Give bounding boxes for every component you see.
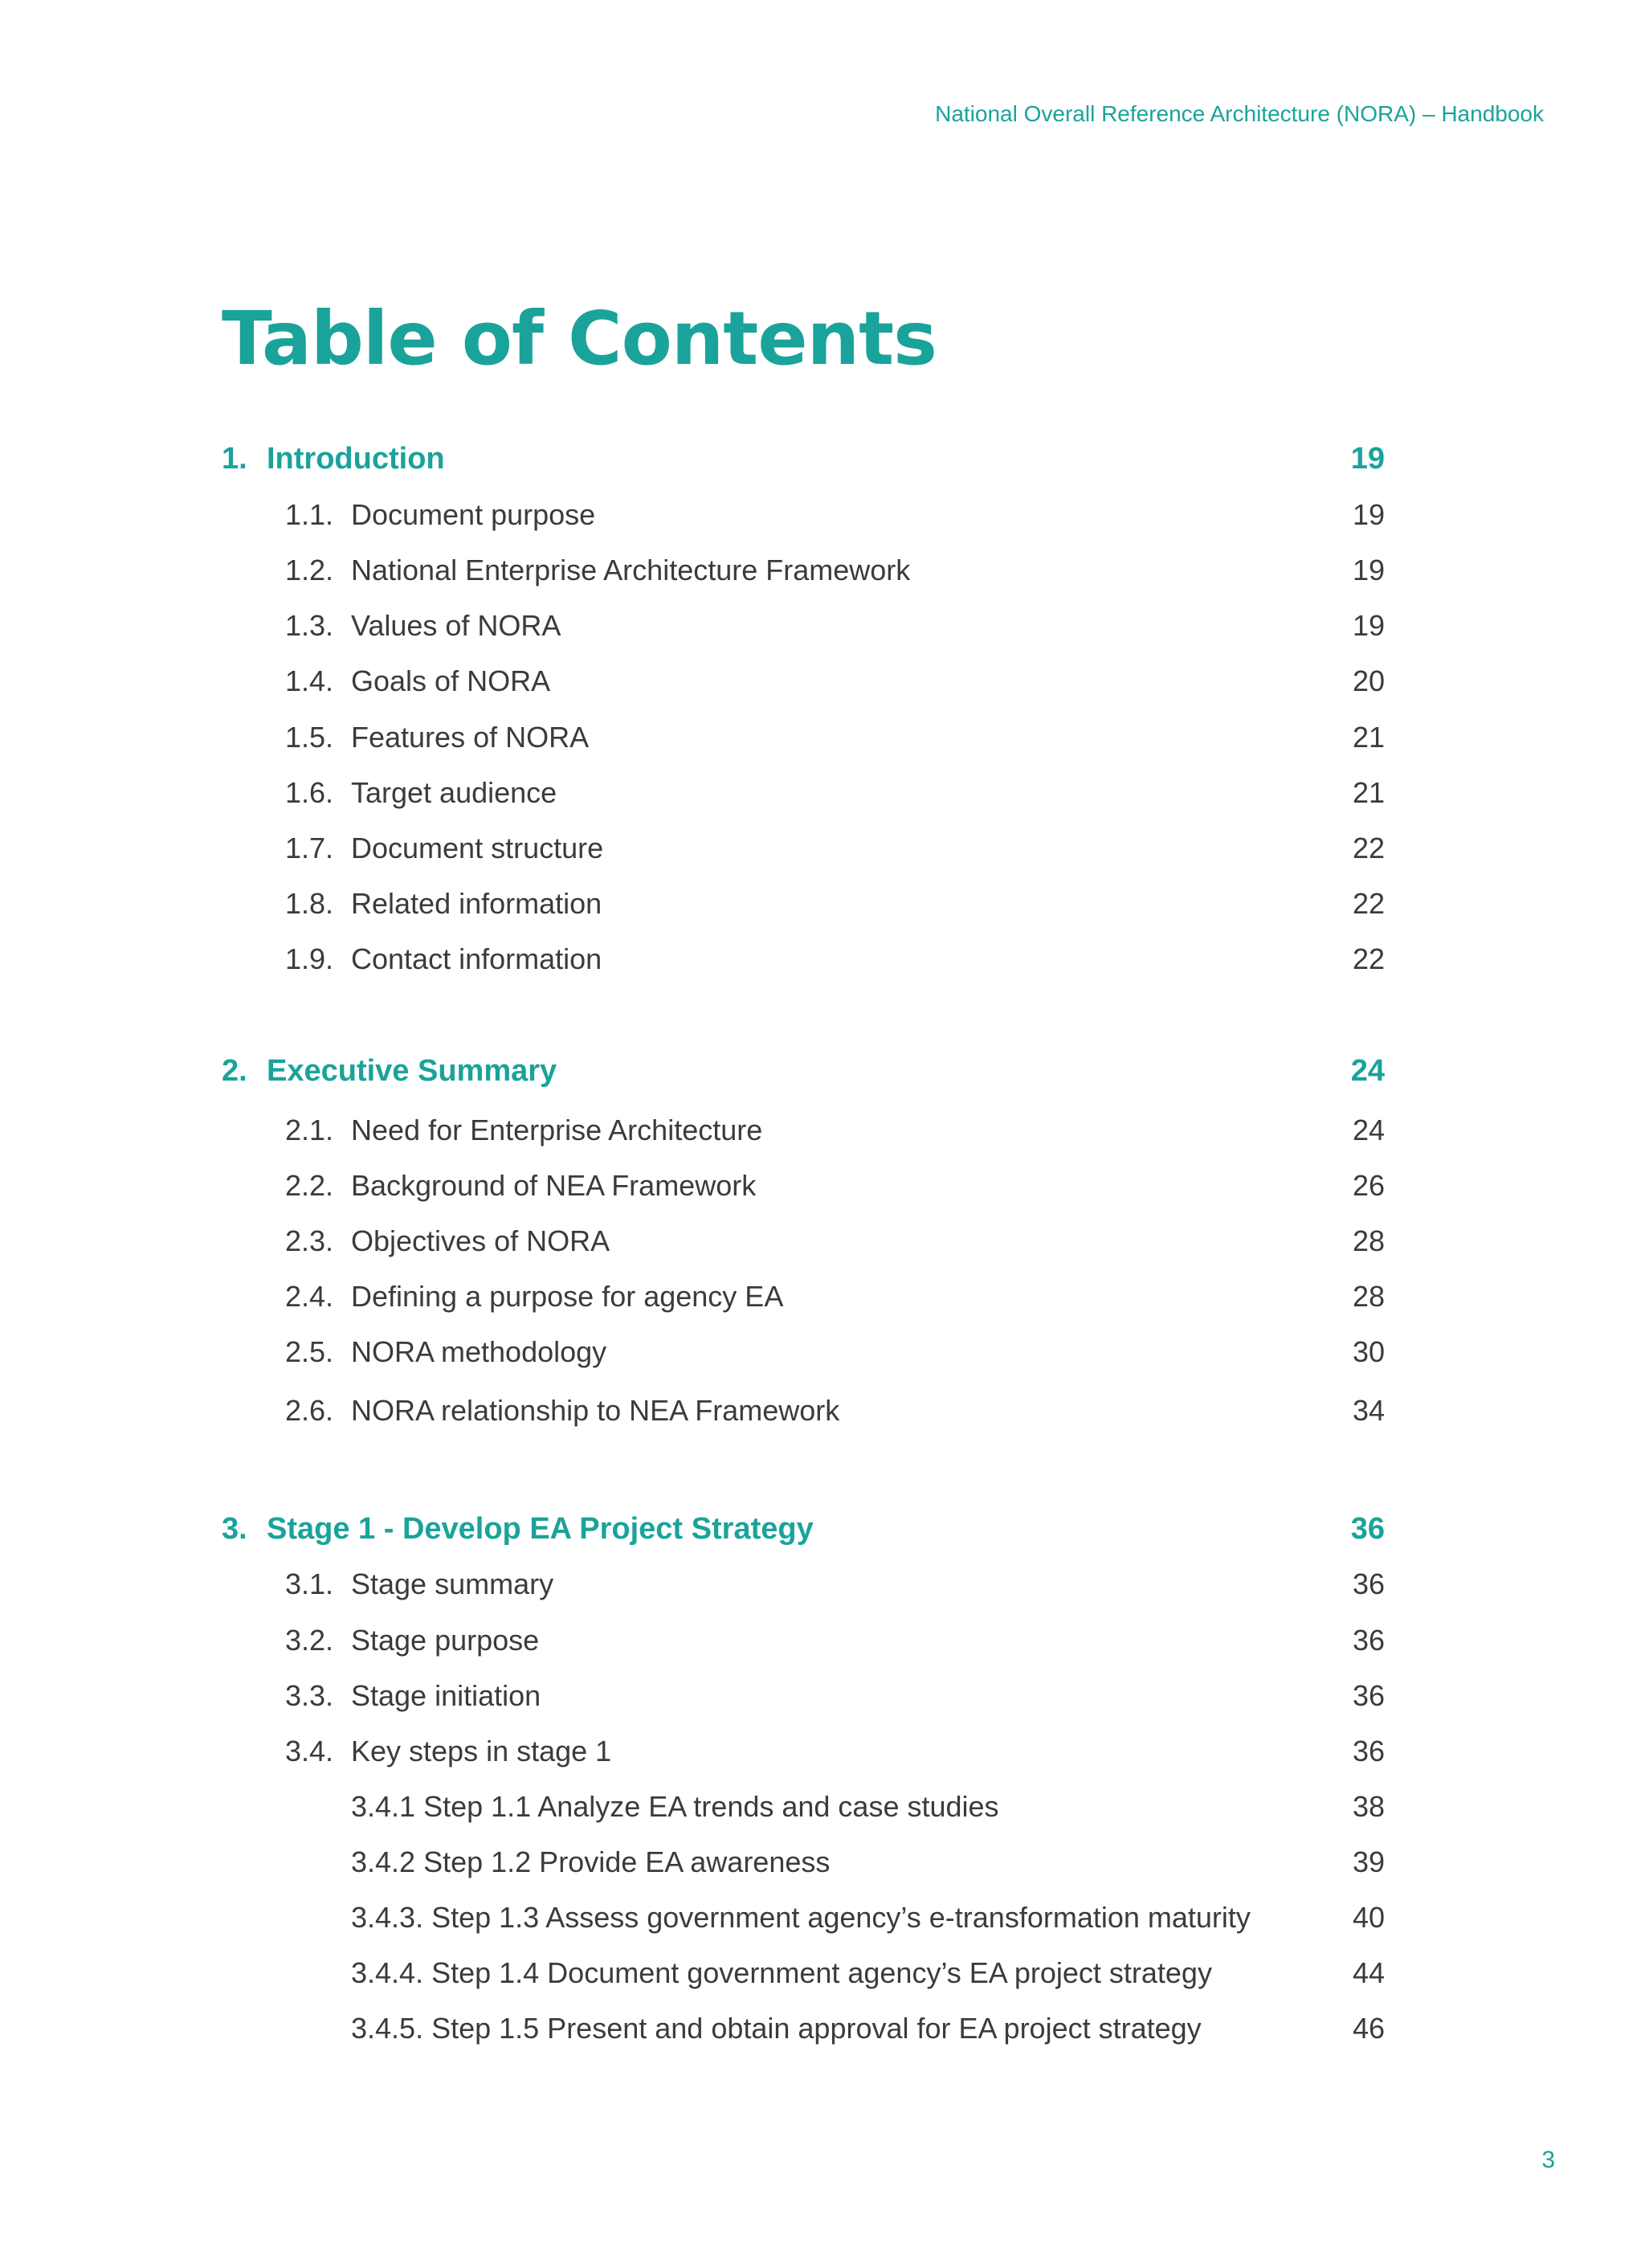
toc-entry-number: 2.6. [285, 1394, 334, 1427]
toc-entry[interactable] [0, 495, 1645, 535]
running-header: National Overall Reference Architecture (NORA) – Handbook [935, 101, 1544, 126]
toc-entry-number: 2.3. [285, 1224, 334, 1257]
toc-entry-page: 19 [1352, 609, 1385, 642]
toc-entry-title: Features of NORA [351, 721, 590, 754]
toc-entry-page: 36 [1350, 1512, 1385, 1546]
toc-entry-number: 2.2. [285, 1169, 334, 1202]
toc-entry[interactable] [0, 1731, 1645, 1771]
toc-entry-title: 3.4.5. Step 1.5 Present and obtain approval for EA project strategy [351, 2012, 1202, 2045]
toc-entry-page: 22 [1352, 942, 1385, 975]
toc-entry-number: 1.1. [285, 498, 334, 531]
toc-entry-title: 3.4.1 Step 1.1 Analyze EA trends and case studies [351, 1790, 999, 1823]
toc-entry-page: 19 [1352, 498, 1385, 531]
toc-entry[interactable] [0, 717, 1645, 758]
toc-entry-page: 24 [1352, 1114, 1385, 1146]
toc-entry-title: Defining a purpose for agency EA [351, 1280, 784, 1313]
toc-entry[interactable] [0, 1277, 1645, 1317]
toc-entry-title: Executive Summary [267, 1054, 557, 1088]
toc-section[interactable] [0, 439, 1645, 479]
toc-entry-number: 1.2. [285, 554, 334, 586]
toc-entry-title: Stage purpose [351, 1624, 540, 1657]
toc-entry-number: 1.5. [285, 721, 334, 754]
toc-entry-title: Stage summary [351, 1567, 554, 1600]
toc-entry-page: 22 [1352, 887, 1385, 920]
toc-entry-page: 19 [1352, 554, 1385, 586]
toc-entry[interactable] [0, 606, 1645, 646]
toc-entry[interactable] [0, 1620, 1645, 1661]
toc-entry[interactable] [0, 2009, 1645, 2049]
toc-entry-page: 20 [1352, 664, 1385, 697]
toc-entry[interactable] [0, 1221, 1645, 1261]
toc-entry-page: 36 [1352, 1679, 1385, 1712]
toc-entry[interactable] [0, 1110, 1645, 1150]
toc-entry-page: 46 [1352, 2012, 1385, 2045]
toc-entry-page: 22 [1352, 832, 1385, 864]
toc-entry-page: 36 [1352, 1624, 1385, 1657]
toc-entry-title: Introduction [267, 442, 445, 476]
toc-entry-title: 3.4.4. Step 1.4 Document government agency’s EA project strategy [351, 1956, 1212, 1989]
toc-entry-title: Contact information [351, 942, 602, 975]
toc-entry[interactable] [0, 1842, 1645, 1882]
toc-entry-page: 36 [1352, 1735, 1385, 1767]
toc-entry-number: 2.4. [285, 1280, 334, 1313]
toc-entry-title: Objectives of NORA [351, 1224, 610, 1257]
toc-entry-title: Background of NEA Framework [351, 1169, 757, 1202]
toc-entry-number: 3. [222, 1512, 247, 1546]
toc-entry-page: 40 [1352, 1901, 1385, 1934]
toc-entry-number: 1. [222, 442, 247, 476]
toc-entry-number: 1.9. [285, 942, 334, 975]
toc-entry-page: 28 [1352, 1224, 1385, 1257]
toc-section[interactable] [0, 1051, 1645, 1091]
toc-entry[interactable] [0, 1953, 1645, 1993]
toc-entry-title: National Enterprise Architecture Framework [351, 554, 911, 586]
toc-entry-number: 3.4. [285, 1735, 334, 1767]
page-number: 3 [1541, 2147, 1555, 2173]
toc-entry[interactable] [0, 1898, 1645, 1938]
toc-entry-title: Target audience [351, 776, 557, 809]
toc-entry[interactable] [0, 773, 1645, 813]
toc-entry-number: 1.4. [285, 664, 334, 697]
toc-entry-title: Key steps in stage 1 [351, 1735, 612, 1767]
toc-entry-page: 38 [1352, 1790, 1385, 1823]
toc-entry-number: 3.2. [285, 1624, 334, 1657]
toc-entry-page: 19 [1350, 442, 1385, 476]
toc-entry-title: Goals of NORA [351, 664, 551, 697]
toc-entry-page: 26 [1352, 1169, 1385, 1202]
toc-entry-title: 3.4.2 Step 1.2 Provide EA awareness [351, 1845, 831, 1878]
toc-entry-page: 21 [1352, 721, 1385, 754]
toc-entry-number: 3.1. [285, 1567, 334, 1600]
toc-entry[interactable] [0, 1676, 1645, 1716]
toc-entry-title: 3.4.3. Step 1.3 Assess government agency’s e-transformation maturity [351, 1901, 1251, 1934]
toc-entry[interactable] [0, 661, 1645, 701]
toc-entry[interactable] [0, 1787, 1645, 1827]
toc-entry[interactable] [0, 884, 1645, 924]
toc-entry-number: 2.5. [285, 1335, 334, 1368]
toc-entry[interactable] [0, 1564, 1645, 1604]
toc-entry[interactable] [0, 828, 1645, 868]
toc-section[interactable] [0, 1509, 1645, 1549]
toc-entry-page: 21 [1352, 776, 1385, 809]
toc-entry-page: 24 [1350, 1054, 1385, 1088]
toc-entry-page: 36 [1352, 1567, 1385, 1600]
toc-entry-title: Stage 1 - Develop EA Project Strategy [267, 1512, 814, 1546]
toc-entry-title: Document purpose [351, 498, 596, 531]
toc-entry-number: 3.3. [285, 1679, 334, 1712]
toc-entry-page: 44 [1352, 1956, 1385, 1989]
toc-entry-title: Need for Enterprise Architecture [351, 1114, 763, 1146]
toc-entry[interactable] [0, 939, 1645, 979]
toc-entry-number: 1.6. [285, 776, 334, 809]
toc-entry-title: NORA methodology [351, 1335, 607, 1368]
toc-entry-page: 34 [1352, 1394, 1385, 1427]
toc-entry-page: 39 [1352, 1845, 1385, 1878]
toc-entry-title: Document structure [351, 832, 604, 864]
toc-entry-number: 1.3. [285, 609, 334, 642]
toc-entry-page: 30 [1352, 1335, 1385, 1368]
toc-entry-number: 1.7. [285, 832, 334, 864]
toc-entry-number: 2.1. [285, 1114, 334, 1146]
toc-entry-title: Related information [351, 887, 602, 920]
page-title: Table of Contents [222, 296, 937, 382]
toc-entry[interactable] [0, 550, 1645, 590]
toc-entry[interactable] [0, 1332, 1645, 1372]
toc-entry-number: 1.8. [285, 887, 334, 920]
toc-entry-title: Stage initiation [351, 1679, 541, 1712]
toc-entry-number: 2. [222, 1054, 247, 1088]
toc-entry[interactable] [0, 1391, 1645, 1431]
toc-entry-title: NORA relationship to NEA Framework [351, 1394, 840, 1427]
toc-entry-title: Values of NORA [351, 609, 561, 642]
toc-entry[interactable] [0, 1166, 1645, 1206]
toc-entry-page: 28 [1352, 1280, 1385, 1313]
